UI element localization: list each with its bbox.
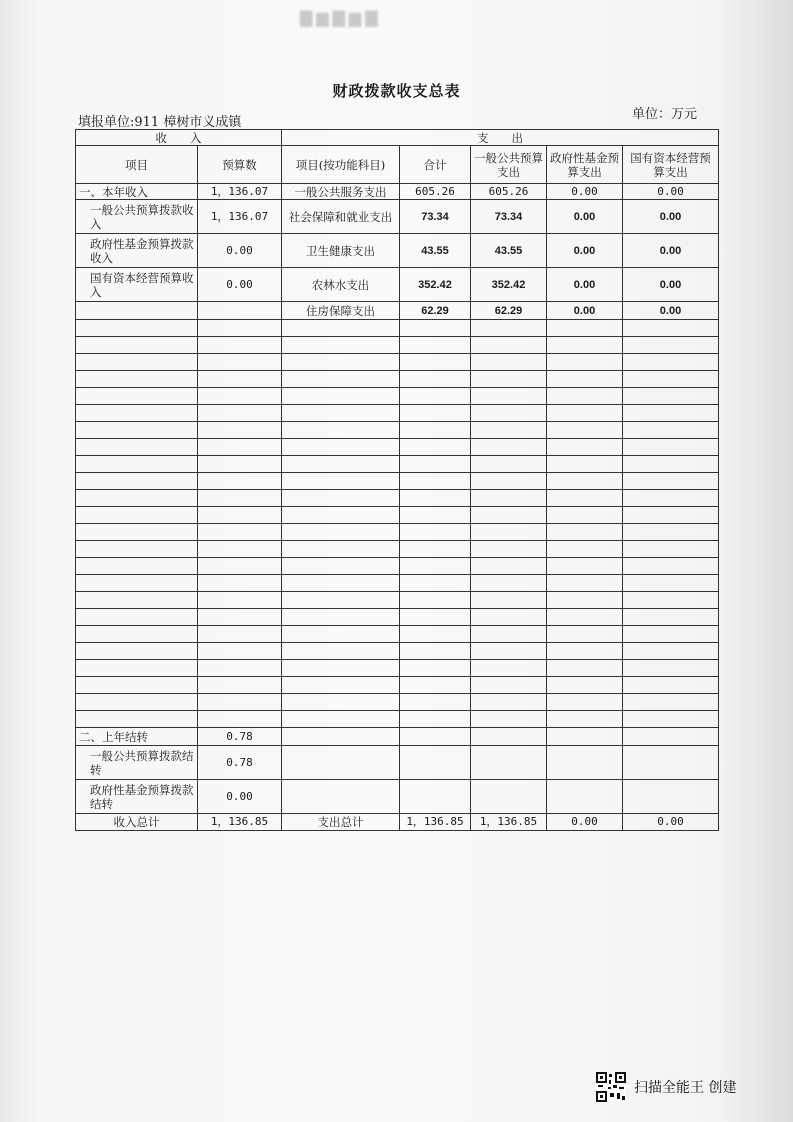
empty-cell xyxy=(198,337,282,354)
empty-cell xyxy=(198,575,282,592)
expense-gov-fund: 0.00 xyxy=(547,184,623,200)
empty-table-row xyxy=(76,643,719,660)
empty-cell xyxy=(76,609,198,626)
empty-cell xyxy=(547,371,623,388)
empty-cell xyxy=(623,677,719,694)
empty-cell xyxy=(282,643,400,660)
empty-cell xyxy=(282,694,400,711)
empty-table-row xyxy=(76,592,719,609)
empty-cell xyxy=(400,473,471,490)
empty-cell xyxy=(282,473,400,490)
empty-cell xyxy=(282,320,400,337)
empty-cell xyxy=(400,524,471,541)
empty-cell xyxy=(471,660,547,677)
empty-cell xyxy=(282,558,400,575)
empty-cell xyxy=(471,694,547,711)
empty-cell xyxy=(282,677,400,694)
empty-cell xyxy=(76,388,198,405)
empty-cell xyxy=(623,660,719,677)
empty-cell xyxy=(547,592,623,609)
empty-cell xyxy=(547,558,623,575)
empty-cell xyxy=(547,422,623,439)
empty-cell xyxy=(547,439,623,456)
empty-table-row xyxy=(76,337,719,354)
empty-cell xyxy=(282,575,400,592)
empty-cell xyxy=(547,354,623,371)
empty-cell xyxy=(471,609,547,626)
income-value: 0.00 xyxy=(198,234,282,268)
expense-state-capital: 0.00 xyxy=(623,268,719,302)
empty-table-row xyxy=(76,439,719,456)
empty-cell xyxy=(76,456,198,473)
empty-table-row xyxy=(76,473,719,490)
table-row xyxy=(76,268,719,302)
income-value: 1，136.07 xyxy=(198,184,282,200)
empty-cell xyxy=(400,694,471,711)
empty-cell xyxy=(198,354,282,371)
empty-cell xyxy=(76,490,198,507)
totals-row xyxy=(76,814,719,831)
empty-cell xyxy=(471,456,547,473)
expense-general: 605.26 xyxy=(471,184,547,200)
empty-table-row xyxy=(76,456,719,473)
empty-cell xyxy=(76,592,198,609)
empty-cell xyxy=(400,405,471,422)
empty-cell xyxy=(198,388,282,405)
expense-total-general: 1，136.85 xyxy=(471,814,547,831)
scanner-watermark xyxy=(596,1072,736,1102)
empty-cell xyxy=(623,422,719,439)
expense-general: 43.55 xyxy=(471,234,547,268)
empty-table-row xyxy=(76,320,719,337)
expense-total-label: 支出总计 xyxy=(282,814,400,831)
empty-cell xyxy=(400,354,471,371)
empty-cell xyxy=(198,626,282,643)
expense-item: 社会保障和就业支出 xyxy=(282,200,400,234)
empty-cell xyxy=(282,592,400,609)
empty-cell xyxy=(76,371,198,388)
empty-cell xyxy=(400,711,471,728)
empty-cell xyxy=(400,388,471,405)
empty-table-row xyxy=(76,677,719,694)
empty-cell xyxy=(400,677,471,694)
empty-cell xyxy=(547,473,623,490)
empty-cell xyxy=(623,456,719,473)
expense-total: 352.42 xyxy=(400,268,471,302)
expense-total: 605.26 xyxy=(400,184,471,200)
empty-cell xyxy=(198,456,282,473)
expense-state-capital: 0.00 xyxy=(623,184,719,200)
empty-cell xyxy=(623,371,719,388)
empty-cell xyxy=(547,337,623,354)
carry-item: 一般公共预算拨款结转 xyxy=(76,746,198,780)
empty-cell xyxy=(76,558,198,575)
expense-gov-fund: 0.00 xyxy=(547,302,623,320)
qr-code-icon xyxy=(596,1072,626,1102)
empty-cell xyxy=(547,694,623,711)
empty-cell xyxy=(400,439,471,456)
faded-header-watermark: ▇▆▇▆▇ xyxy=(300,8,382,27)
income-item xyxy=(76,302,198,320)
empty-cell xyxy=(76,422,198,439)
empty-cell xyxy=(76,439,198,456)
expense-group-header: 支 出 xyxy=(282,130,719,146)
empty-cell xyxy=(400,660,471,677)
empty-cell xyxy=(400,320,471,337)
empty-cell xyxy=(76,626,198,643)
empty-cell xyxy=(76,541,198,558)
expense-gov-fund: 0.00 xyxy=(547,234,623,268)
income-value xyxy=(198,302,282,320)
expense-total: 43.55 xyxy=(400,234,471,268)
empty-cell xyxy=(547,524,623,541)
empty-cell xyxy=(471,388,547,405)
empty-cell xyxy=(282,626,400,643)
empty-cell xyxy=(282,422,400,439)
income-total-label: 收入总计 xyxy=(76,814,198,831)
expense-total: 62.29 xyxy=(400,302,471,320)
income-value: 1，136.07 xyxy=(198,200,282,234)
empty-cell xyxy=(198,541,282,558)
reporting-unit: 填报单位:911 樟树市义成镇 xyxy=(78,115,242,130)
empty-cell xyxy=(198,558,282,575)
income-item: 一般公共预算拨款收入 xyxy=(76,200,198,234)
empty-cell xyxy=(76,575,198,592)
empty-cell xyxy=(198,422,282,439)
empty-cell xyxy=(471,677,547,694)
empty-cell xyxy=(198,490,282,507)
expense-total-state-capital: 0.00 xyxy=(623,814,719,831)
income-item: 国有资本经营预算收入 xyxy=(76,268,198,302)
empty-cell xyxy=(282,337,400,354)
empty-cell xyxy=(471,592,547,609)
empty-cell xyxy=(623,490,719,507)
carry-value: 0.78 xyxy=(198,728,282,746)
empty-table-row xyxy=(76,711,719,728)
empty-cell xyxy=(471,405,547,422)
col-header-func-item: 项目(按功能科目) xyxy=(282,146,400,184)
empty-cell xyxy=(547,677,623,694)
expense-item: 农林水支出 xyxy=(282,268,400,302)
empty-cell xyxy=(547,405,623,422)
empty-cell xyxy=(198,677,282,694)
expense-state-capital: 0.00 xyxy=(623,234,719,268)
expense-gov-fund: 0.00 xyxy=(547,200,623,234)
empty-cell xyxy=(623,507,719,524)
empty-table-row xyxy=(76,558,719,575)
empty-cell xyxy=(623,473,719,490)
empty-cell xyxy=(623,626,719,643)
empty-cell xyxy=(623,643,719,660)
expense-total: 73.34 xyxy=(400,200,471,234)
expense-total-sum: 1，136.85 xyxy=(400,814,471,831)
scanner-watermark-text: 扫描全能王 创建 xyxy=(634,1080,737,1096)
empty-cell xyxy=(471,371,547,388)
empty-cell xyxy=(198,371,282,388)
empty-cell xyxy=(76,507,198,524)
income-value: 0.00 xyxy=(198,268,282,302)
empty-cell xyxy=(547,609,623,626)
empty-rows xyxy=(76,320,719,728)
expense-item: 一般公共服务支出 xyxy=(282,184,400,200)
empty-cell xyxy=(282,541,400,558)
empty-cell xyxy=(76,473,198,490)
expense-general: 62.29 xyxy=(471,302,547,320)
empty-cell xyxy=(623,711,719,728)
currency-unit: 单位：万元 xyxy=(632,107,698,122)
empty-cell xyxy=(471,354,547,371)
empty-cell xyxy=(623,354,719,371)
empty-cell xyxy=(282,507,400,524)
empty-cell xyxy=(547,541,623,558)
empty-cell xyxy=(282,388,400,405)
empty-cell xyxy=(400,643,471,660)
empty-cell xyxy=(198,524,282,541)
table-row xyxy=(76,200,719,234)
empty-cell xyxy=(623,609,719,626)
empty-cell xyxy=(547,643,623,660)
empty-cell xyxy=(547,626,623,643)
empty-table-row xyxy=(76,490,719,507)
carry-value: 0.78 xyxy=(198,746,282,780)
empty-cell xyxy=(198,660,282,677)
empty-cell xyxy=(547,490,623,507)
col-header-item: 项目 xyxy=(76,146,198,184)
empty-table-row xyxy=(76,371,719,388)
empty-cell xyxy=(76,337,198,354)
empty-table-row xyxy=(76,354,719,371)
empty-table-row xyxy=(76,507,719,524)
empty-cell xyxy=(471,711,547,728)
table-row xyxy=(76,728,719,746)
empty-cell xyxy=(471,422,547,439)
empty-cell xyxy=(282,354,400,371)
expense-general: 73.34 xyxy=(471,200,547,234)
empty-cell xyxy=(198,592,282,609)
empty-cell xyxy=(400,371,471,388)
expense-state-capital: 0.00 xyxy=(623,302,719,320)
empty-cell xyxy=(623,541,719,558)
empty-table-row xyxy=(76,660,719,677)
empty-table-row xyxy=(76,694,719,711)
document-title: 财政拨款收支总表 xyxy=(332,82,461,100)
empty-cell xyxy=(282,456,400,473)
empty-table-row xyxy=(76,388,719,405)
empty-cell xyxy=(623,592,719,609)
empty-cell xyxy=(400,490,471,507)
col-header-budget: 预算数 xyxy=(198,146,282,184)
empty-cell xyxy=(282,524,400,541)
empty-cell xyxy=(76,524,198,541)
expense-item: 住房保障支出 xyxy=(282,302,400,320)
empty-cell xyxy=(400,456,471,473)
empty-cell xyxy=(471,643,547,660)
empty-cell xyxy=(76,643,198,660)
empty-cell xyxy=(471,558,547,575)
empty-cell xyxy=(471,575,547,592)
empty-cell xyxy=(282,439,400,456)
empty-cell xyxy=(400,337,471,354)
empty-cell xyxy=(400,592,471,609)
empty-cell xyxy=(76,677,198,694)
empty-table-row xyxy=(76,575,719,592)
empty-cell xyxy=(400,422,471,439)
expense-total-gov-fund: 0.00 xyxy=(547,814,623,831)
empty-cell xyxy=(282,711,400,728)
empty-cell xyxy=(471,524,547,541)
empty-cell xyxy=(623,694,719,711)
empty-cell xyxy=(198,405,282,422)
table-row xyxy=(76,746,719,780)
empty-cell xyxy=(547,575,623,592)
empty-table-row xyxy=(76,626,719,643)
empty-cell xyxy=(623,388,719,405)
empty-cell xyxy=(623,337,719,354)
empty-cell xyxy=(623,320,719,337)
empty-cell xyxy=(400,541,471,558)
table-row xyxy=(76,184,719,200)
empty-cell xyxy=(471,626,547,643)
empty-cell xyxy=(471,507,547,524)
empty-cell xyxy=(76,711,198,728)
carry-item: 政府性基金预算拨款结转 xyxy=(76,780,198,814)
empty-cell xyxy=(400,609,471,626)
empty-cell xyxy=(400,575,471,592)
empty-cell xyxy=(76,320,198,337)
carry-value: 0.00 xyxy=(198,780,282,814)
empty-cell xyxy=(198,643,282,660)
empty-cell xyxy=(547,388,623,405)
empty-cell xyxy=(547,456,623,473)
expense-item: 卫生健康支出 xyxy=(282,234,400,268)
budget-summary-table xyxy=(75,129,719,831)
income-total-value: 1，136.85 xyxy=(198,814,282,831)
empty-cell xyxy=(471,473,547,490)
carry-item: 二、上年结转 xyxy=(76,728,198,746)
empty-cell xyxy=(400,507,471,524)
empty-cell xyxy=(471,490,547,507)
empty-table-row xyxy=(76,405,719,422)
empty-cell xyxy=(547,711,623,728)
empty-cell xyxy=(623,439,719,456)
empty-cell xyxy=(282,490,400,507)
empty-cell xyxy=(198,711,282,728)
empty-cell xyxy=(471,320,547,337)
empty-table-row xyxy=(76,422,719,439)
empty-cell xyxy=(623,405,719,422)
empty-cell xyxy=(282,660,400,677)
expense-state-capital: 0.00 xyxy=(623,200,719,234)
empty-cell xyxy=(547,660,623,677)
empty-cell xyxy=(623,524,719,541)
empty-cell xyxy=(282,609,400,626)
empty-cell xyxy=(471,439,547,456)
expense-gov-fund: 0.00 xyxy=(547,268,623,302)
col-header-gov-fund: 政府性基金预算支出 xyxy=(547,146,623,184)
empty-cell xyxy=(547,320,623,337)
empty-table-row xyxy=(76,609,719,626)
empty-cell xyxy=(471,541,547,558)
empty-cell xyxy=(198,507,282,524)
empty-cell xyxy=(198,473,282,490)
expense-general: 352.42 xyxy=(471,268,547,302)
col-header-total: 合计 xyxy=(400,146,471,184)
empty-cell xyxy=(547,507,623,524)
table-row xyxy=(76,780,719,814)
empty-table-row xyxy=(76,524,719,541)
empty-cell xyxy=(282,371,400,388)
empty-cell xyxy=(76,694,198,711)
empty-cell xyxy=(198,320,282,337)
empty-cell xyxy=(282,405,400,422)
empty-cell xyxy=(76,354,198,371)
empty-cell xyxy=(471,337,547,354)
empty-cell xyxy=(623,575,719,592)
empty-cell xyxy=(198,609,282,626)
income-item: 政府性基金预算拨款收入 xyxy=(76,234,198,268)
empty-cell xyxy=(400,626,471,643)
empty-cell xyxy=(400,558,471,575)
empty-cell xyxy=(623,558,719,575)
empty-table-row xyxy=(76,541,719,558)
income-item: 一、本年收入 xyxy=(76,184,198,200)
empty-cell xyxy=(198,439,282,456)
empty-cell xyxy=(198,694,282,711)
table-row xyxy=(76,234,719,268)
col-header-general: 一般公共预算支出 xyxy=(471,146,547,184)
income-group-header: 收 入 xyxy=(76,130,282,146)
col-header-state-capital: 国有资本经营预算支出 xyxy=(623,146,719,184)
empty-cell xyxy=(76,660,198,677)
empty-cell xyxy=(76,405,198,422)
table-row xyxy=(76,302,719,320)
